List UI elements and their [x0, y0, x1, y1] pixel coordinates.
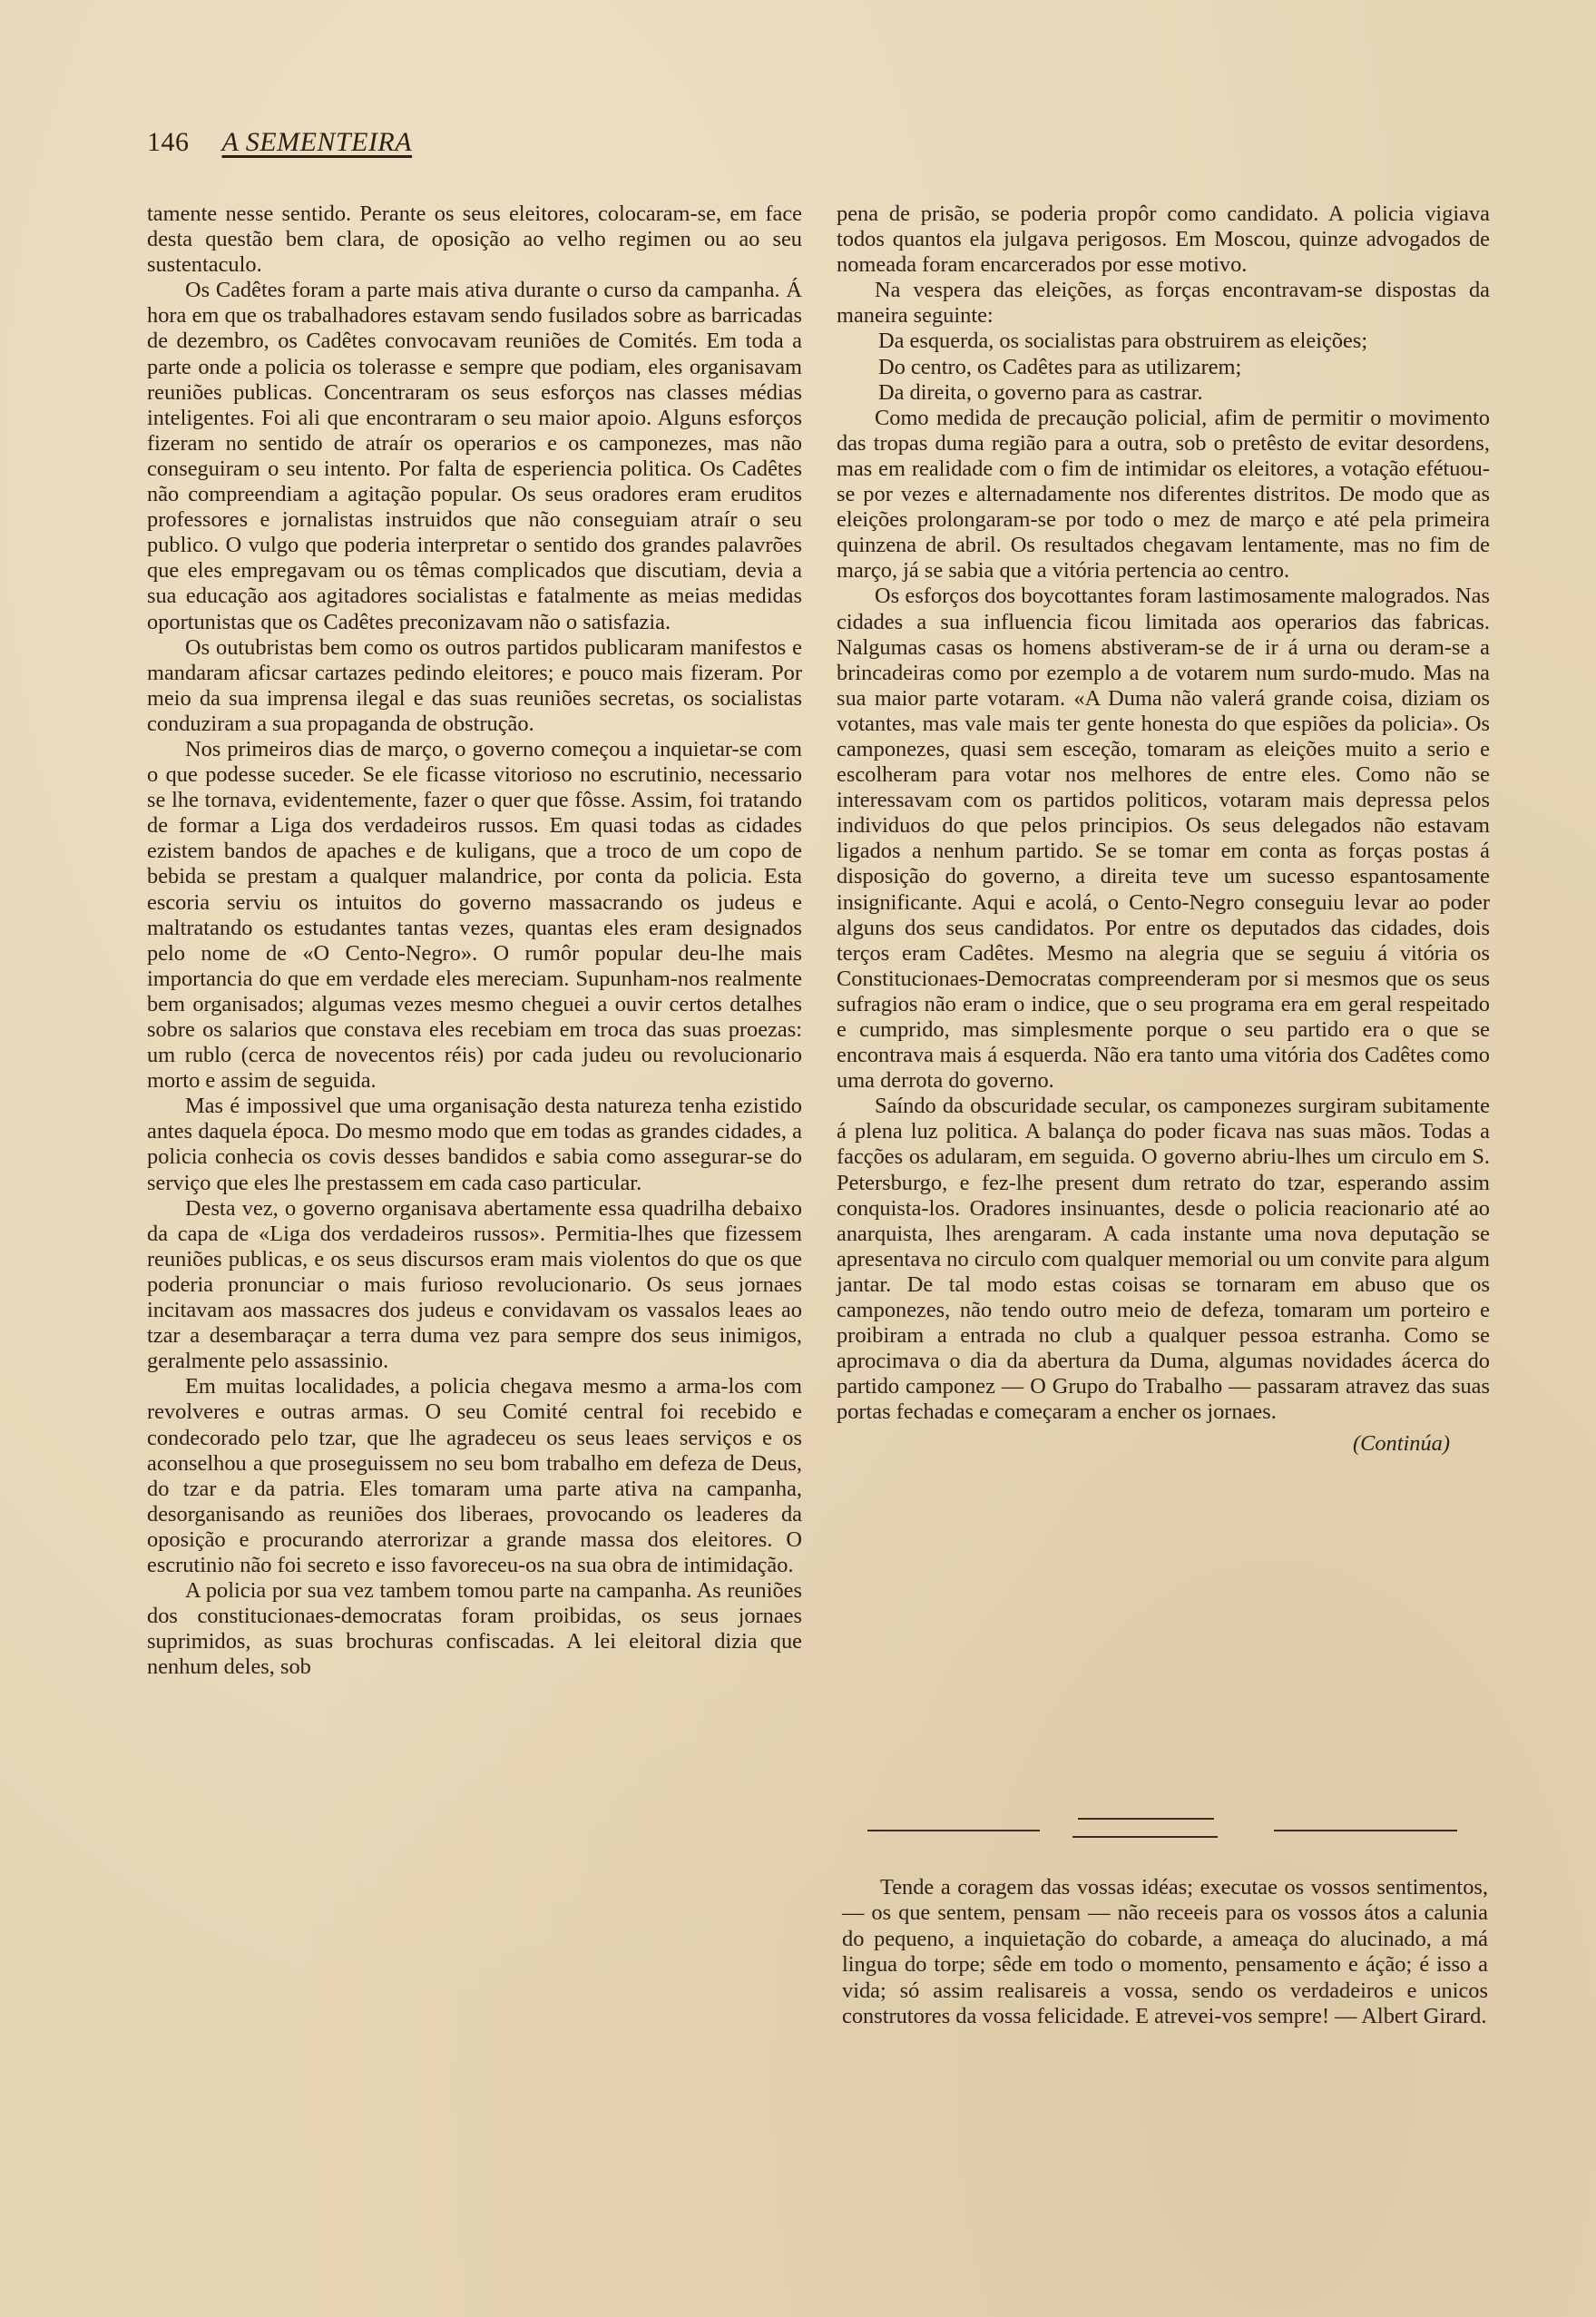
quote-text: Tende a coragem das vossas idéas; executae os vossos sentimentos, — os que sentem, pensam — não receeis para os vossos átos a calunia do pequeno, a inquietação do cobarde, a ameaça do alucinado, a má lingua do torpe; sêde em todo o momento, pensamento e áção; é isso a vida; só assim realisareis a vossa, sendo os verdadeiros e unicos construtores da vossa felicidade. E atrevei-vos sempre! — Albert Girard.: [842, 1875, 1488, 2029]
page-header: [147, 127, 412, 158]
left-paragraph-3: Os outubristas bem como os outros partidos publicaram manifestos e mandaram aficsar cartazes pedindo eleitores; e pouco mais fizeram. Por meio da sua imprensa ilegal e das suas reuniões secretas, os socialistas conduziram a sua propaganda de obstrução.: [147, 634, 802, 736]
divider-rule-middle-top: [1078, 1818, 1214, 1820]
right-column: [837, 201, 1490, 1457]
left-paragraph-5: Mas é impossivel que uma organisação desta natureza tenha ezistido antes daquela época. Do mesmo modo que em todas as grandes cidades, a policia conhecia os covis desses bandidos e sabia como assegurar-se do serviço que eles lhe prestassem em cada caso particular.: [147, 1094, 802, 1195]
right-paragraph-4: Os esforços dos boycottantes foram lastimosamente malogrados. Nas cidades a sua influencia ficou limitada aos operarios das fabricas. Nalgumas casas os homens abstiveram-se de ir á urna ou deram-se a brincadeiras como por ezemplo a de votarem num surdo-mudo. Mas na sua maior parte votaram. «A Duma não valerá grande coisa, diziam os votantes, mas vale mais ter gente honesta do que espiões da policia». Os camponezes, quasi sem esceção, tomaram as eleições muito a serio e escolheram para votar nos melhores de entre eles. Como não se interessavam com os partidos politicos, votaram mais depressa pelos individuos do que pelos principios. Os seus delegados não estavam ligados a nenhum partido. Se se tomar em conta as forças postas á disposição do governo, a direita teve um sucesso espantosamente insignificante. Aqui e acolá, o Cento-Negro conseguiu levar ao poder alguns dos seus candidatos. Por entre os deputados das cidades, dois terços eram Cadêtes. Mesmo na alegria que se seguiu á vitória os Constitucionaes-Democratas compreenderam por si mesmos que os seus sufragios não eram o indice, que o seu programa era em geral respeitado e cumprido, mas simplesmente porque o seu partido era o que se encontrava mais á esquerda. Não era tanto uma vitória dos Cadêtes como uma derrota do governo.: [837, 584, 1490, 1094]
list-item-right: Da direita, o governo para as castrar.: [878, 379, 1203, 405]
section-divider: [867, 1816, 1457, 1843]
divider-rule-left: [867, 1830, 1040, 1831]
continues-note: (Continúa): [1352, 1430, 1450, 1456]
right-paragraph-3: Como medida de precaução policial, afim de permitir o movimento das tropas duma região para a outra, sob o pretêsto de evitar desordens, mas em realidade com o fim de intimidar os eleitores, a votação efétuou-se por vezes e alternadamente nos diferentes distritos. De modo que as eleições prolongaram-se por todo o mez de março e até pela primeira quinzena de abril. Os resultados chegavam lentamente, mas no fim de março, já se sabia que a vitória pertencia ao centro.: [837, 405, 1490, 584]
right-paragraph-5: Saíndo da obscuridade secular, os camponezes surgiram subitamente á plena luz politica. A balança do poder ficava nas suas mãos. Todas a facções os adularam, em seguida. O governo abriu-lhes um circulo em S. Petersburgo, e fez-lhe present dum retrato do tzar, esperando assim conquista-los. Oradores insinuantes, desde o policia reacionario até ao anarquista, lhes arengaram. A cada instante uma nova deputação se apresentava no circulo com qualquer memorial ou um convite para algum jantar. De tal modo estas coisas se tornaram em abuso que os camponezes, não tendo outro meio de defeza, tomaram um porteiro e proibiram a entrada no club a qualquer pessoa estranha. Como se aprocimava o dia da abertura da Duma, algumas novidades ácerca do partido camponez — O Grupo do Trabalho — passaram atravez das suas portas fechadas e começaram a encher os jornaes.: [837, 1094, 1490, 1425]
right-paragraph-1: pena de prisão, se poderia propôr como candidato. A policia vigiava todos quantos ela julgava perigosos. Em Moscou, quinze advogados de nomeada foram encarcerados por esse motivo.: [837, 201, 1490, 278]
left-paragraph-6: Desta vez, o governo organisava abertamente essa quadrilha debaixo da capa de «Liga dos verdadeiros russos». Permitia-lhes que fizessem reuniões publicas, e os seus discursos eram mais violentos do que os que poderia pronunciar o mais furioso revolucionario. Os seus jornaes incitavam aos massacres dos judeus e convidavam os vassalos leaes ao tzar a desembaraçar a terra duma vez para sempre dos seus inimigos, geralmente pelo assassinio.: [147, 1195, 802, 1374]
journal-title: A SEMENTEIRA: [221, 127, 413, 157]
left-paragraph-4: Nos primeiros dias de março, o governo começou a inquietar-se com o que podesse suceder. Se ele ficasse vitorioso no escrutinio, necessario se lhe tornava, evidentemente, fazer o quer que fôsse. Assim, foi tratando de formar a Liga dos verdadeiros russos. Em quasi todas as cidades ezistem bandos de apaches e de kuligans, que a troco de um copo de bebida se prestam a qualquer malandrice, por conta da policia. Esta escoria serviu os intuitos do governo massacrando os judeus e maltratando os estudantes tantas vezes, quantas eles eram designados pelo nome de «O Cento-Negro». O rumôr popular deu-lhe mais importancia do que em verdade eles mereciam. Supunham-nos realmente bem organisados; algumas vezes mesmo cheguei a ouvir certos detalhes sobre os salarios que constava eles recebiam em troca das suas proezas: um rublo (cerca de novecentos réis) por cada judeu ou revolucionario morto e assim de seguida.: [147, 736, 802, 1094]
list-item-left: Da esquerda, os socialistas para obstruirem as eleições;: [878, 329, 1368, 354]
closing-quote: [842, 1875, 1488, 2029]
divider-rule-right: [1274, 1830, 1457, 1831]
left-paragraph-2: Os Cadêtes foram a parte mais ativa durante o curso da campanha. Á hora em que os trabalhadores estavam sendo fusilados sobre as barricadas de dezembro, os Cadêtes convocavam reuniões de Comités. Em toda a parte onde a policia os tolerasse e sempre que podiam, eles organisavam reuniões publicas. Concentraram os seus esforços nas classes médias inteligentes. Foi ali que encontraram o seu maior apoio. Alguns esforços fizeram no sentido de atraír os operarios e os camponezes, mas não conseguiram o seu intento. Por falta de esperiencia politica. Os Cadêtes não compreendiam a agitação popular. Os seus oradores eram eruditos professores e jornalistas instruidos que não conseguiam atraír o seu publico. O vulgo que poderia interpretar o sentido dos grandes palavrões que eles empregavam ou os têmas complicados que discutiam, devia a sua educação aos agitadores socialistas e fatalmente as meias medidas oportunistas que os Cadêtes preconizavam não o satisfazia.: [147, 278, 802, 634]
page-number: 146: [147, 127, 190, 157]
left-column: [147, 201, 802, 1680]
left-paragraph-8: A policia por sua vez tambem tomou parte na campanha. As reuniões dos constitucionaes-democratas foram proibidas, os seus jornaes suprimidos, as suas brochuras confiscadas. A lei eleitoral dizia que nenhum deles, sob: [147, 1578, 802, 1680]
divider-rule-middle-bottom: [1072, 1836, 1218, 1838]
right-paragraph-2: Na vespera das eleições, as forças encontravam-se dispostas da maneira seguinte:: [837, 278, 1490, 329]
list-item-center: Do centro, os Cadêtes para as utilizarem;: [878, 354, 1242, 379]
left-paragraph-7: Em muitas localidades, a policia chegava mesmo a arma-los com revolveres e outras armas. O seu Comité central foi recebido e condecorado pelo tzar, que lhe agradeceu os seus leaes serviços e os aconselhou a que proseguissem no seu bom trabalho em defeza de Deus, do tzar e da patria. Eles tomaram uma parte ativa na campanha, desorganisando as reuniões dos liberaes, provocando os leaderes da oposição e procurando aterrorizar a grande massa dos eleitores. O escrutinio não foi secreto e isso favoreceu-os na sua obra de intimidação.: [147, 1374, 802, 1577]
left-paragraph-1: tamente nesse sentido. Perante os seus eleitores, colocaram-se, em face desta questão bem clara, de oposição ao velho regimen ou ao seu sustentaculo.: [147, 201, 802, 278]
